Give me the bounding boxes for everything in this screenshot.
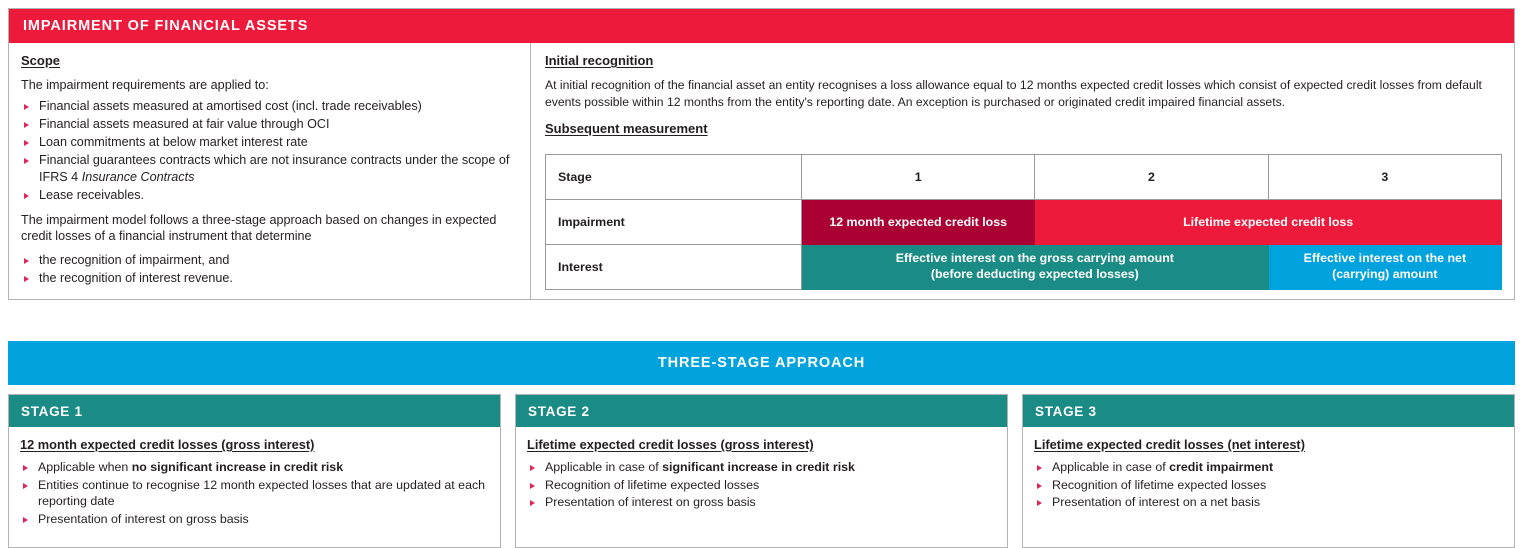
impairment-section bbox=[8, 8, 1515, 300]
stage-card-2-title: Lifetime expected credit losses (gross interest) bbox=[527, 437, 814, 452]
subsequent-measurement-heading: Subsequent measurement bbox=[545, 120, 708, 136]
initial-recognition-text: At initial recognition of the financial asset an entity recognises a loss allowance equal to 12 months expected credit losses which consist of expected credit losses from default events possible within 12 months from the entity's reporting date. An exception is purchased or originated credit impaired financial assets. bbox=[545, 78, 1482, 110]
stage-card-3 bbox=[1022, 394, 1515, 548]
stage-card-3-header bbox=[1023, 395, 1514, 427]
list-item-text: Presentation of interest on a net basis bbox=[1052, 495, 1261, 509]
interest-stage3-line1: Effective interest on the net bbox=[1303, 251, 1467, 266]
list-item: Financial assets measured at amortised cost (incl. trade receivables) bbox=[21, 98, 518, 115]
table-row bbox=[546, 199, 1502, 244]
stage-table bbox=[545, 154, 1502, 290]
row-header-interest: Interest bbox=[546, 244, 802, 289]
stage-number-3: 3 bbox=[1268, 154, 1501, 199]
interest-stage1-2-line2: (before deducting expected losses) bbox=[930, 266, 1139, 281]
row-header-stage: Stage bbox=[546, 154, 802, 199]
list-item-text-bold: credit impairment bbox=[1169, 460, 1274, 474]
list-item-text: Entities continue to recognise 12 month expected losses that are updated at each reporting date bbox=[38, 477, 486, 508]
list-item-text-plain: Financial guarantees contracts which are not insurance contracts under the scope of IFRS 4 bbox=[39, 152, 510, 184]
stage-card-1-header bbox=[9, 395, 500, 427]
stage-card-2-bullets bbox=[527, 459, 996, 511]
list-item-text: Recognition of lifetime expected losses bbox=[1052, 477, 1267, 492]
stage-card-3-body bbox=[1023, 427, 1514, 531]
stage-card-3-header-label: STAGE 3 bbox=[1035, 403, 1097, 419]
interest-stage3-line2: (carrying) amount bbox=[1332, 266, 1438, 281]
list-item-text-bold: no significant increase in credit risk bbox=[131, 460, 344, 474]
list-item-text-italic: Insurance Contracts bbox=[81, 169, 195, 184]
scope-intro-text: The impairment requirements are applied to: bbox=[21, 78, 269, 92]
list-item: Loan commitments at below market interest rate bbox=[21, 134, 518, 151]
list-item: Financial assets measured at fair value through OCI bbox=[21, 116, 518, 133]
three-stage-title: THREE-STAGE APPROACH bbox=[657, 355, 866, 371]
stage-card-2 bbox=[515, 394, 1008, 548]
list-item bbox=[1034, 459, 1503, 476]
list-item-text: Applicable in case of bbox=[1052, 460, 1170, 474]
stage-card-2-body bbox=[516, 427, 1007, 531]
list-item bbox=[1034, 494, 1503, 511]
three-stage-section bbox=[8, 341, 1515, 548]
list-item bbox=[527, 477, 996, 494]
list-item-text-bold: significant increase in credit risk bbox=[662, 460, 855, 474]
stage-card-1-bullets bbox=[20, 459, 489, 527]
impairment-stage2-3-cell: Lifetime expected credit loss bbox=[1035, 199, 1502, 244]
stage-card-1-body bbox=[9, 427, 500, 547]
list-item bbox=[1034, 477, 1503, 494]
interest-stage3-cell bbox=[1268, 244, 1501, 289]
list-item bbox=[21, 152, 518, 186]
stage-card-2-header bbox=[516, 395, 1007, 427]
row-header-impairment: Impairment bbox=[546, 199, 802, 244]
interest-stage1-2-cell bbox=[802, 244, 1269, 289]
stage-card-3-title: Lifetime expected credit losses (net interest) bbox=[1034, 437, 1305, 452]
three-stage-banner bbox=[8, 341, 1515, 385]
list-item: the recognition of interest revenue. bbox=[21, 270, 518, 287]
impairment-section-body bbox=[9, 43, 1514, 300]
list-item-text: Presentation of interest on gross basis bbox=[545, 495, 756, 509]
recognition-column bbox=[531, 43, 1514, 300]
list-item-text: Applicable in case of bbox=[545, 460, 663, 474]
table-row bbox=[546, 244, 1502, 289]
stage-card-1-header-label: STAGE 1 bbox=[21, 403, 83, 419]
scope-bullet-list bbox=[21, 98, 518, 204]
initial-recognition-heading: Initial recognition bbox=[545, 53, 654, 68]
impairment-section-title: IMPAIRMENT OF FINANCIAL ASSETS bbox=[23, 18, 309, 34]
scope-heading: Scope bbox=[21, 53, 61, 68]
list-item bbox=[20, 477, 489, 510]
stage-card-list bbox=[8, 394, 1515, 548]
list-item-text: Presentation of interest on gross basis bbox=[38, 511, 249, 526]
impairment-stage1-cell: 12 month expected credit loss bbox=[802, 199, 1035, 244]
stage-number-1: 1 bbox=[802, 154, 1035, 199]
list-item: Lease receivables. bbox=[21, 187, 518, 204]
list-item-text: Applicable when bbox=[38, 460, 132, 474]
impairment-section-banner bbox=[9, 9, 1514, 43]
stage-card-2-header-label: STAGE 2 bbox=[528, 403, 590, 419]
stage-number-2: 2 bbox=[1035, 154, 1268, 199]
list-item bbox=[20, 459, 489, 476]
scope-closing-bullet-list bbox=[21, 252, 518, 287]
stage-card-1-title: 12 month expected credit losses (gross interest) bbox=[20, 437, 315, 452]
table-row bbox=[546, 154, 1502, 199]
list-item bbox=[527, 459, 996, 476]
scope-column bbox=[9, 43, 531, 300]
list-item: the recognition of impairment, and bbox=[21, 252, 518, 269]
list-item-text: Recognition of lifetime expected losses bbox=[545, 477, 760, 492]
list-item bbox=[527, 494, 996, 511]
stage-card-3-bullets bbox=[1034, 459, 1503, 511]
stage-card-1 bbox=[8, 394, 501, 548]
interest-stage1-2-line1: Effective interest on the gross carrying amount bbox=[895, 251, 1174, 266]
scope-closing-text: The impairment model follows a three-stage approach based on changes in expected credit losses of a financial instrument that determine bbox=[21, 212, 497, 244]
list-item bbox=[20, 511, 489, 528]
